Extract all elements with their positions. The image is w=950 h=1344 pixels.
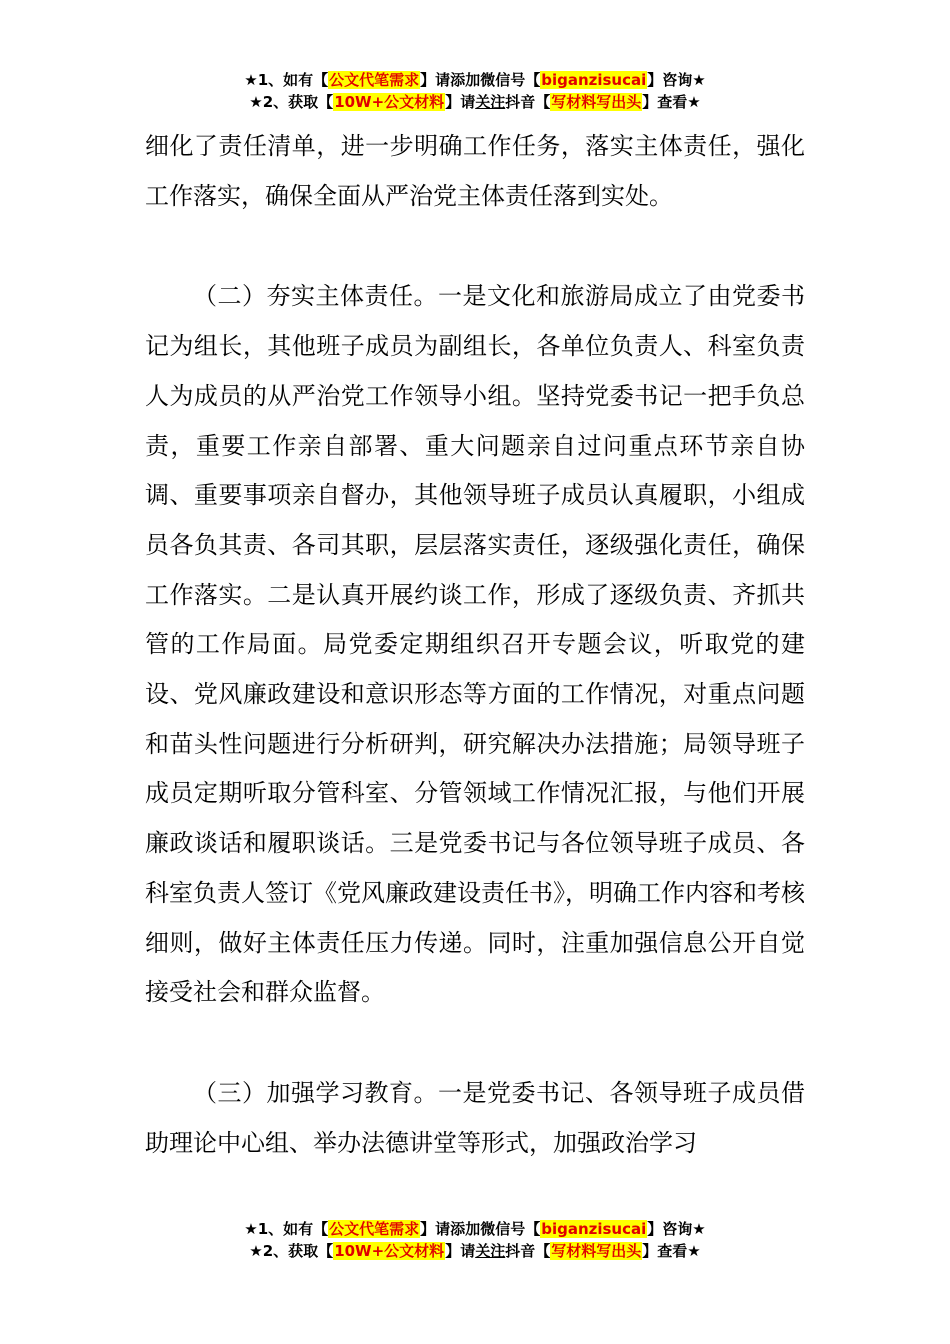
banner-text: 微信号【: [480, 1220, 541, 1238]
banner-text: 】请添: [420, 71, 466, 89]
paragraph-continuation: 细化了责任清单，进一步明确工作任务，落实主体责任，强化工作落实，确保全面从严治党主体责任落到实处。: [145, 132, 805, 210]
paragraph-section-3: （三）加强学习教育。一是党委书记、各领导班子成员借助理论中心组、举办法德讲堂等形式，加强政治学习: [145, 1078, 805, 1157]
banner-text: 抖音【: [505, 1242, 551, 1260]
banner-emphasis: 加: [465, 71, 481, 89]
document-body: [145, 122, 805, 1168]
paragraph-gap: [145, 221, 805, 272]
banner-highlight: 写材料写出头: [551, 1242, 642, 1260]
banner-emphasis: 关注: [475, 93, 506, 111]
banner-text: ★1、如有【: [244, 1220, 329, 1238]
banner-text: 】请添: [420, 1220, 466, 1238]
banner-highlight: 公文代笔需求: [329, 1220, 420, 1238]
banner-highlight: 写材料写出头: [551, 93, 642, 111]
banner-line-1: [0, 1218, 950, 1240]
banner-text: 微信号【: [480, 71, 541, 89]
banner-text: ★2、获取【: [249, 1242, 334, 1260]
paragraph-section-2: （二）夯实主体责任。一是文化和旅游局成立了由党委书记为组长，其他班子成员为副组长，各单位负责人、科室负责人为成员的从严治党工作领导小组。坚持党委书记一把手负总责，重要工作亲自部署、重大问题亲自过问重点环节亲自协调、重要事项亲自督办，其他领导班子成员认真履职，小组成员各负其责、各司其职，层层落实责任，逐级强化责任，确保工作落实。二是认真开展约谈工作，形成了逐级负责、齐抓共管的工作局面。局党委定期组织召开专题会议，听取党的建设、党风廉政建设和意识形态等方面的工作情况，对重点问题和苗头性问题进行分析研判，研究解决办法措施；局领导班子成员定期听取分管科室、分管领域工作情况汇报，与他们开展廉政谈话和履职谈话。三是党委书记与各位领导班子成员、各科室负责人签订《党风廉政建设责任书》，明确工作内容和考核细则，做好主体责任压力传递。同时，注重加强信息公开自觉接受社会和群众监督。: [145, 282, 805, 1007]
banner-line-2: [0, 1240, 950, 1262]
banner-text: ★1、如有【: [244, 71, 329, 89]
header-banner: [0, 69, 950, 113]
banner-highlight: 10W+公文材料: [334, 93, 445, 111]
banner-text: 】查看★: [642, 1242, 701, 1260]
banner-text: 】查看★: [642, 93, 701, 111]
banner-highlight: biganzisucai: [541, 71, 647, 89]
banner-text: 】咨询★: [647, 71, 706, 89]
banner-emphasis: 关注: [475, 1242, 506, 1260]
banner-highlight: 10W+公文材料: [334, 1242, 445, 1260]
banner-text: 】请: [445, 93, 476, 111]
banner-text: 】请: [445, 1242, 476, 1260]
paragraph-gap: [145, 1018, 805, 1069]
banner-text: ★2、获取【: [249, 93, 334, 111]
banner-highlight: biganzisucai: [541, 1220, 647, 1238]
banner-emphasis: 加: [465, 1220, 481, 1238]
banner-text: 抖音【: [505, 93, 551, 111]
banner-line-1: [0, 69, 950, 91]
banner-text: 】咨询★: [647, 1220, 706, 1238]
banner-line-2: [0, 91, 950, 113]
footer-banner: [0, 1218, 950, 1262]
banner-highlight: 公文代笔需求: [329, 71, 420, 89]
